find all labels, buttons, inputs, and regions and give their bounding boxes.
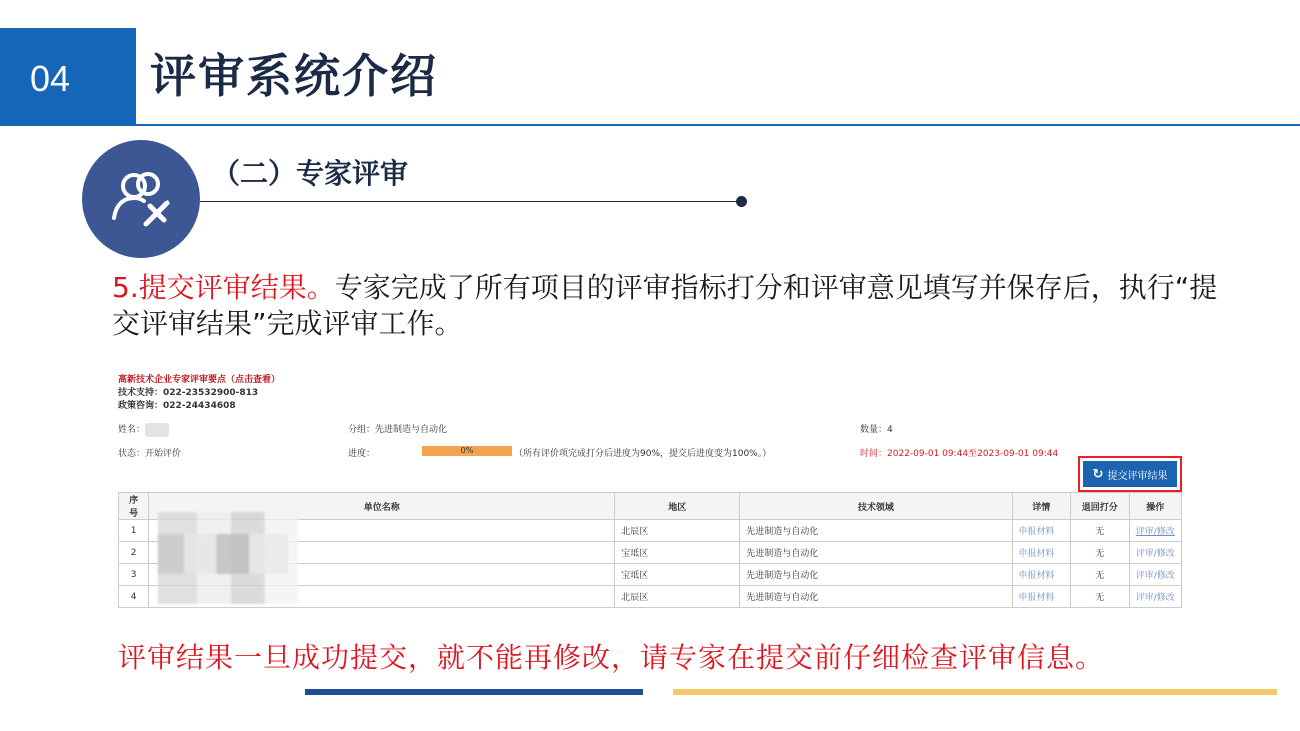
submit-review-button[interactable] xyxy=(1083,461,1177,487)
section-number-box xyxy=(0,28,136,126)
subtitle-underline xyxy=(200,201,740,202)
section-subtitle: （二）专家评审 xyxy=(212,157,409,190)
company-names-mosaic-inner xyxy=(158,534,288,574)
detail-link[interactable]: 申报材料 xyxy=(1018,527,1055,537)
row-region: 宝坻区 xyxy=(615,542,740,564)
time-range: 时间：2022-09-01 09:44至2023-09-01 09:44 xyxy=(860,449,1059,459)
review-edit-link[interactable]: 评审/修改 xyxy=(1135,549,1175,559)
section-number: 04 xyxy=(30,58,71,99)
progress-note: （所有评价项完成打分后进度为90%，提交后进度变为100%。） xyxy=(514,449,772,459)
policy-consult: 政策咨询：022-24434608 xyxy=(118,401,236,411)
detail-link[interactable]: 申报材料 xyxy=(1018,593,1055,603)
intro-body: 专家完成了所有项目的评审指标打分和评审意见填写并保存后，执行“提交评审结果”完成评审工作。 xyxy=(112,271,1218,340)
review-panel xyxy=(118,374,1182,610)
col-field: 技术领域 xyxy=(740,493,1012,520)
row-no: 1 xyxy=(119,520,149,542)
expert-badge xyxy=(82,140,200,258)
page-title: 评审系统介绍 xyxy=(150,49,438,103)
row-returned: 无 xyxy=(1071,520,1129,542)
review-notice-link[interactable]: 高新技术企业专家评审要点（点击查看） xyxy=(118,375,281,385)
row-no: 3 xyxy=(119,564,149,586)
row-field: 先进制造与自动化 xyxy=(740,542,1012,564)
row-field: 先进制造与自动化 xyxy=(740,564,1012,586)
intro-lead: 5.提交评审结果。 xyxy=(112,271,335,304)
header-divider xyxy=(136,124,1300,126)
row-returned: 无 xyxy=(1071,542,1129,564)
intro-paragraph xyxy=(112,270,1222,342)
submit-review-label: 提交评审结果 xyxy=(1107,470,1168,482)
refresh-icon: ↻ xyxy=(1092,466,1104,482)
col-action: 操作 xyxy=(1129,493,1182,520)
review-edit-link[interactable]: 评审/修改 xyxy=(1135,571,1175,581)
col-no: 序号 xyxy=(119,493,149,520)
progress-label: 进度： xyxy=(348,449,376,459)
warning-text: 评审结果一旦成功提交，就不能再修改，请专家在提交前仔细检查评审信息。 xyxy=(118,641,1105,674)
review-edit-link[interactable]: 评审/修改 xyxy=(1135,593,1175,603)
col-company: 单位名称 xyxy=(149,493,615,520)
row-no: 4 xyxy=(119,586,149,608)
detail-link[interactable]: 申报材料 xyxy=(1018,549,1055,559)
name-row xyxy=(118,422,169,437)
row-returned: 无 xyxy=(1071,564,1129,586)
row-no: 2 xyxy=(119,542,149,564)
subtitle-dot xyxy=(736,196,747,207)
progress-bar xyxy=(422,446,512,456)
col-detail: 详情 xyxy=(1012,493,1070,520)
submit-highlight xyxy=(1078,456,1182,492)
name-label: 姓名： xyxy=(118,425,146,435)
progress-value: 0% xyxy=(460,446,474,455)
row-returned: 无 xyxy=(1071,586,1129,608)
row-region: 北辰区 xyxy=(615,586,740,608)
detail-link[interactable]: 申报材料 xyxy=(1018,571,1055,581)
footer-bar-gold xyxy=(673,689,1277,695)
row-region: 北辰区 xyxy=(615,520,740,542)
row-field: 先进制造与自动化 xyxy=(740,520,1012,542)
contact-info xyxy=(118,374,280,413)
review-edit-link[interactable]: 评审/修改 xyxy=(1135,527,1175,537)
col-region: 地区 xyxy=(615,493,740,520)
tech-support: 技术支持：022-23532900-813 xyxy=(118,388,259,398)
col-returned: 退回打分 xyxy=(1071,493,1129,520)
name-value-blurred xyxy=(145,423,169,437)
user-tools-icon xyxy=(104,162,178,236)
status-text: 状态：开始评价 xyxy=(118,449,182,459)
group-text: 分组：先进制造与自动化 xyxy=(348,425,448,435)
row-field: 先进制造与自动化 xyxy=(740,586,1012,608)
row-region: 宝坻区 xyxy=(615,564,740,586)
footer-bar-blue xyxy=(305,689,643,695)
count-text: 数量：4 xyxy=(860,425,893,435)
